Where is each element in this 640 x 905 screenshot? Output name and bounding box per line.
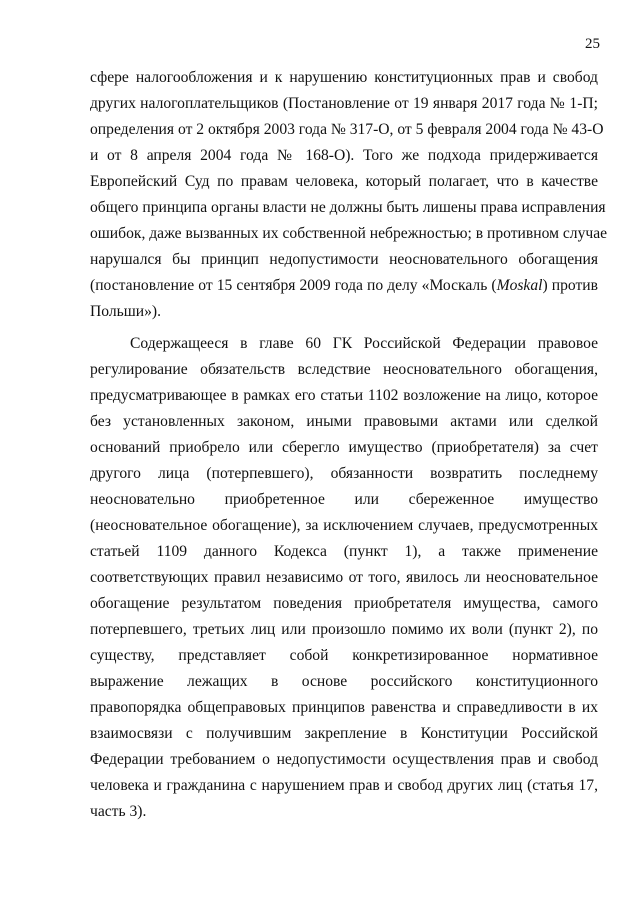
paragraph-2-line: правопорядка общеправовых принципов равенства и справедливости в их — [90, 699, 598, 716]
paragraph-2-line: оснований приобрело или сберегло имущество (приобретателя) за счет — [90, 439, 598, 456]
paragraph-2-line: Содержащееся в главе 60 ГК Российской Федерации правовое — [130, 335, 598, 352]
paragraph-2-line: предусматривающее в рамках его статьи 1102 возложение на лицо, которое — [90, 387, 598, 404]
paragraph-2-line: соответствующих правил независимо от того, явилось ли неосновательное — [90, 569, 598, 586]
paragraph-1-line: других налогоплательщиков (Постановление от 19 января 2017 года № 1-П; — [90, 95, 598, 112]
paragraph-1-line: Европейский Суд по правам человека, который полагает, что в качестве — [90, 173, 598, 190]
paragraph-2-line: регулирование обязательств вследствие неосновательного обогащения, — [90, 361, 598, 378]
paragraph-1-line: Польши»). — [90, 303, 161, 320]
paragraph-2-line: обогащение результатом поведения приобретателя имущества, самого — [90, 595, 598, 612]
page-number: 25 — [585, 36, 600, 52]
paragraph-2-line: без установленных законом, иными правовыми актами или сделкой — [90, 413, 598, 430]
paragraph-1-line: нарушался бы принцип недопустимости неосновательного обогащения — [90, 251, 598, 268]
paragraph-2-line: существу, представляет собой конкретизированное нормативное — [90, 647, 598, 664]
paragraph-1-line: ошибок, даже вызванных их собственной небрежностью; в противном случае — [90, 225, 608, 242]
paragraph-1-line: общего принципа органы власти не должны быть лишены права исправления — [90, 199, 606, 216]
paragraph-2-line: Федерации требованием о недопустимости осуществления прав и свобод — [90, 751, 598, 768]
paragraph-2-line: выражение лежащих в основе российского конституционного — [90, 673, 598, 690]
paragraph-1-line: (постановление от 15 сентября 2009 года по делу «Москаль (Moskal) против — [90, 277, 598, 294]
paragraph-1-line: и от 8 апреля 2004 года № 168-О). Того же подхода придерживается — [90, 147, 598, 164]
paragraph-2-line: статьей 1109 данного Кодекса (пункт 1), а также применение — [90, 543, 598, 560]
paragraph-2-line: неосновательно приобретенное или сбереженное имущество — [90, 491, 598, 508]
paragraph-2-line: потерпевшего, третьих лиц или произошло помимо их воли (пункт 2), по — [90, 621, 598, 638]
paragraph-2-line: человека и гражданина с нарушением прав и свобод других лиц (статья 17, — [90, 777, 598, 794]
paragraph-2-line: (неосновательное обогащение), за исключением случаев, предусмотренных — [90, 517, 598, 534]
paragraph-2-line: часть 3). — [90, 803, 147, 820]
paragraph-1-line: сфере налогообложения и к нарушению конституционных прав и свобод — [90, 69, 598, 86]
paragraph-2-line: взаимосвязи с получившим закрепление в Конституции Российской — [90, 725, 598, 742]
paragraph-2-line: другого лица (потерпевшего), обязанности возвратить последнему — [90, 465, 598, 482]
paragraph-1-line: определения от 2 октября 2003 года № 317-О, от 5 февраля 2004 года № 43-О — [90, 121, 604, 138]
